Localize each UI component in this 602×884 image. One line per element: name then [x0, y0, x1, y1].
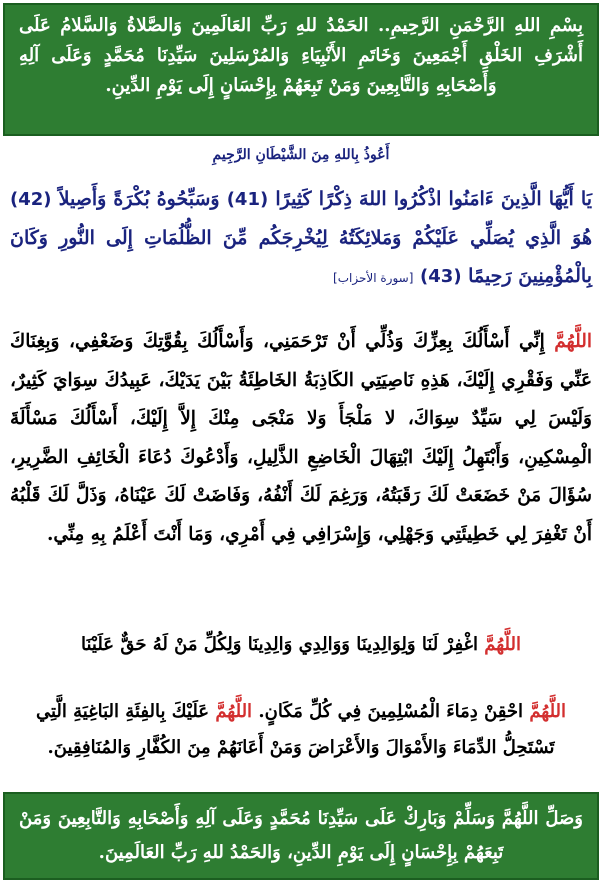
dua-text: إِنِّي أَسْأَلُكَ بِعِزِّكَ وَذُلِّي أَنْ تَرْحَمَنِي، وَأَسْأَلُكَ بِقُوَّتِكَ وَضَعْفِي، وَبِغِنَاكَ عَنِّي وَفَقْرِي إِلَيْكَ، هَذِهِ نَاصِيَتِي الكَاذِبَةُ الخَاطِئَةُ بَيْنَ يَدَيْكَ، عَبِيدُكَ سِوَايَ كَثِيرٌ، وَلَيْسَ لِي سَيِّدٌ سِوَاكَ، لا مَلْجَأَ وَلا مَنْجَى مِنْكَ إِلاَّ إِلَيْكَ، أَسْأَلُكَ مَسْأَلَةَ الْمِسْكِينِ، وَأَبْتَهِلُ إِلَيْكَ ابْتِهَالَ الْخَاضِعِ الذَّلِيلِ، وَأَدْعُوكَ دُعَاءَ الْخَائِفِ الضَّرِيرِ، سُؤَالَ مَنْ خَضَعَتْ لَكَ رَقَبَتُهُ، وَرَغِمَ لَكَ أَنْفُهُ، وَفَاضَتْ لَكَ عَيْنَاهُ، وَذَلَّ لَكَ قَلْبُهُ أَنْ تَغْفِرَ لِي خَطِيئَتِي وَجَهْلِي، وَإِسْرَافِي فِي أَمْرِي، وَمَا أَنْتَ أَعْلَمُ بِهِ مِنِّي.: [10, 331, 592, 545]
protection-dua-text-b: عَلَيْكَ بِالفِئَةِ البَاغِيَةِ الَّتِي تَسْتَحِلُّ الدِّمَاءَ وَالأَمْوَالَ وَالأَعْرَاضَ وَمَنْ أَعَانَهُمْ مِنَ الكُفَّارِ وَالمُنَافِقِينَ.: [35, 701, 555, 758]
dua-opening: اللَّهُمَّ: [554, 331, 592, 352]
verse-41-text: يَا أَيُّهَا الَّذِينَ ءَامَنُوا اذْكُرُوا اللهَ ذِكْرًا كَثِيرًا: [275, 188, 592, 210]
quran-verses: [10, 180, 592, 297]
main-dua: [10, 323, 592, 554]
verse-43-number: (43): [420, 266, 462, 287]
forgiveness-dua-opening: اللَّهُمَّ: [484, 634, 521, 655]
protection-dua-text-a: احْقِنْ دِمَاءَ الْمُسْلِمِينَ فِي كُلِّ مَكَانٍ.: [258, 701, 524, 722]
istiadha-line: أَعُوذُ بِاللهِ مِنَ الشَّيْطَانِ الرَّجِيمِ: [212, 147, 390, 163]
closing-banner: [3, 792, 599, 880]
closing-banner-text: وَصَلِّ اللَّهُمَّ وَسَلِّمْ وَبَارِكْ عَلَى سَيِّدِنَا مُحَمَّدٍ وَعَلَى آلِهِ وَأَصْحَابِهِ وَالتَّابِعِينَ وَمَنْ تَبِعَهُمْ بِإِحْسَانٍ إِلَى يَوْمِ الدِّينِ، وَالحَمْدُ للهِ رَبِّ العَالَمِينَ.: [19, 808, 583, 863]
verse-41-number: (41): [226, 189, 269, 210]
verse-42-number: (42): [10, 189, 52, 210]
surah-reference: [سورة الأحزاب]: [333, 271, 414, 285]
forgiveness-dua-text: اغْفِرْ لَنَا وَلِوَالِدِينَا وَوَالِدِي وَالِدِينَا وَلِكُلِّ مَنْ لَهُ حَقٌّ عَلَيْنَا: [81, 634, 478, 655]
verse-43-text: هُوَ الَّذِي يُصَلِّي عَلَيْكُمْ وَمَلائِكَتُهُ لِيُخْرِجَكُم مِّنَ الظُّلُمَاتِ إِلَى النُّورِ وَكَانَ بِالْمُؤْمِنِينَ رَحِيمًا: [10, 227, 592, 287]
protection-dua-opening-b: اللَّهُمَّ: [215, 701, 253, 722]
protection-dua-opening-a: اللَّهُمَّ: [529, 701, 567, 722]
verse-42-text: وَسَبِّحُوهُ بُكْرَةً وَأَصِيلاً: [58, 188, 220, 210]
opening-banner: [3, 3, 599, 136]
opening-banner-text: بِسْمِ اللهِ الرَّحْمَنِ الرَّحِيمِ.. الحَمْدُ للهِ رَبِّ العَالَمِينَ وَالصَّلاةُ وَالسَّلامُ عَلَى أَشْرَفِ الخَلْقِ أَجْمَعِينَ وَخَاتَمِ الأَنْبِيَاءِ وَالمُرْسَلِينَ سَيِّدِنَا مُحَمَّدٍ وَعَلَى آلِهِ وَأَصْحَابِهِ وَالتَّابِعِينَ وَمَنْ تَبِعَهُمْ بِإِحْسَانٍ إِلَى يَوْمِ الدِّينِ.: [19, 15, 583, 96]
forgiveness-dua: [10, 634, 592, 655]
protection-dua: [10, 694, 592, 766]
